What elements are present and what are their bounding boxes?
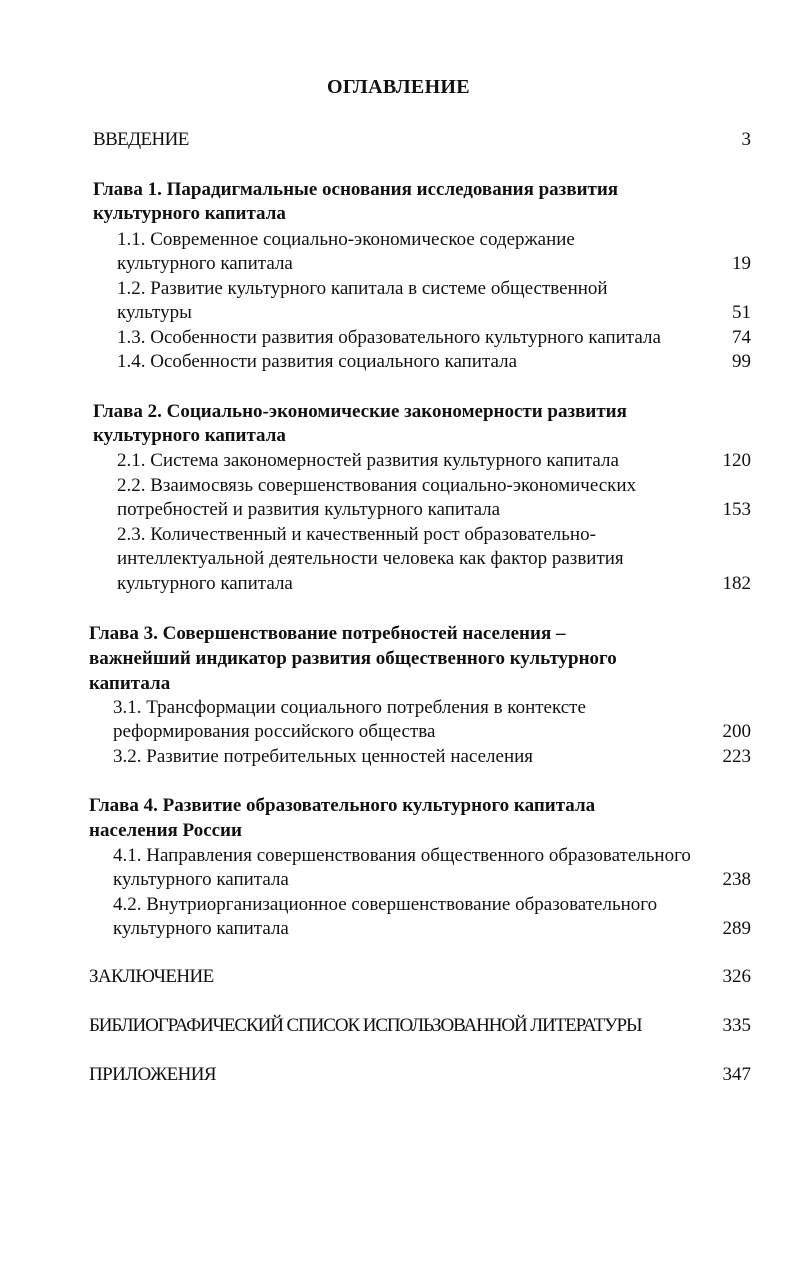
section-1-2[interactable]: 1.2. Развитие культурного капитала в системе общественной xyxy=(117,278,608,299)
page-title: ОГЛАВЛЕНИЕ xyxy=(327,76,470,98)
toc-page-1-1: 19 xyxy=(732,253,751,274)
section-2-2[interactable]: 2.2. Взаимосвязь совершенствования социально-экономических xyxy=(117,475,637,496)
section-4-2-cont[interactable]: культурного капитала xyxy=(113,918,289,939)
section-2-3-cont[interactable]: интеллектуальной деятельности человека как фактор развития xyxy=(117,548,624,569)
toc-page-3-2: 223 xyxy=(722,746,751,767)
toc-page-4-2: 289 xyxy=(722,918,751,939)
section-2-2-cont[interactable]: потребностей и развития культурного капитала xyxy=(117,499,501,520)
chapter-3-title[interactable]: Глава 3. Совершенствование потребностей населения – xyxy=(89,623,566,644)
toc-page-4-1: 238 xyxy=(722,869,751,890)
chapter-4-title-cont[interactable]: населения России xyxy=(89,820,242,841)
toc-page-1-2: 51 xyxy=(732,302,751,323)
toc-bibliography[interactable]: БИБЛИОГРАФИЧЕСКИЙ СПИСОК ИСПОЛЬЗОВАННОЙ ЛИТЕРАТУРЫ xyxy=(89,1015,642,1036)
toc-page-3-1: 200 xyxy=(722,721,751,742)
chapter-2-title-cont[interactable]: культурного капитала xyxy=(93,425,286,446)
toc-page-conclusion: 326 xyxy=(722,966,751,987)
toc-appendix[interactable]: ПРИЛОЖЕНИЯ xyxy=(89,1064,216,1085)
chapter-3-title-cont2[interactable]: капитала xyxy=(89,673,171,694)
section-4-1[interactable]: 4.1. Направления совершенствования общественного образовательного xyxy=(113,845,691,866)
section-2-3[interactable]: 2.3. Количественный и качественный рост образовательно- xyxy=(117,524,596,545)
section-1-2-cont[interactable]: культуры xyxy=(117,302,192,323)
toc-page-1-3: 74 xyxy=(732,327,751,348)
chapter-3-title-cont[interactable]: важнейший индикатор развития общественного культурного xyxy=(89,648,617,669)
chapter-2-title[interactable]: Глава 2. Социально-экономические закономерности развития xyxy=(93,401,627,422)
toc-page-bibliography: 335 xyxy=(722,1015,751,1036)
section-1-1[interactable]: 1.1. Современное социально-экономическое содержание xyxy=(117,229,575,250)
toc-page-1-4: 99 xyxy=(732,351,751,372)
section-3-2[interactable]: 3.2. Развитие потребительных ценностей населения xyxy=(113,746,534,767)
section-4-1-cont[interactable]: культурного капитала xyxy=(113,869,289,890)
section-2-1[interactable]: 2.1. Система закономерностей развития культурного капитала xyxy=(117,450,619,471)
section-4-2[interactable]: 4.2. Внутриорганизационное совершенствование образовательного xyxy=(113,894,658,915)
section-1-1-cont[interactable]: культурного капитала xyxy=(117,253,293,274)
section-1-3[interactable]: 1.3. Особенности развития образовательного культурного капитала xyxy=(117,327,661,348)
chapter-1-title-cont[interactable]: культурного капитала xyxy=(93,203,286,224)
section-3-1-cont[interactable]: реформирования российского общества xyxy=(113,721,436,742)
chapter-1-title[interactable]: Глава 1. Парадигмальные основания исследования развития xyxy=(93,179,619,200)
toc-intro[interactable]: ВВЕДЕНИЕ xyxy=(93,129,189,150)
toc-page-appendix: 347 xyxy=(722,1064,751,1085)
toc-conclusion[interactable]: ЗАКЛЮЧЕНИЕ xyxy=(89,966,214,987)
toc-page-intro: 3 xyxy=(741,129,751,150)
section-2-3-cont2[interactable]: культурного капитала xyxy=(117,573,293,594)
toc-page-2-2: 153 xyxy=(722,499,751,520)
section-1-4[interactable]: 1.4. Особенности развития социального капитала xyxy=(117,351,518,372)
toc-page-2-1: 120 xyxy=(722,450,751,471)
chapter-4-title[interactable]: Глава 4. Развитие образовательного культурного капитала xyxy=(89,795,596,816)
toc-page-2-3: 182 xyxy=(722,573,751,594)
section-3-1[interactable]: 3.1. Трансформации социального потребления в контексте xyxy=(113,697,586,718)
